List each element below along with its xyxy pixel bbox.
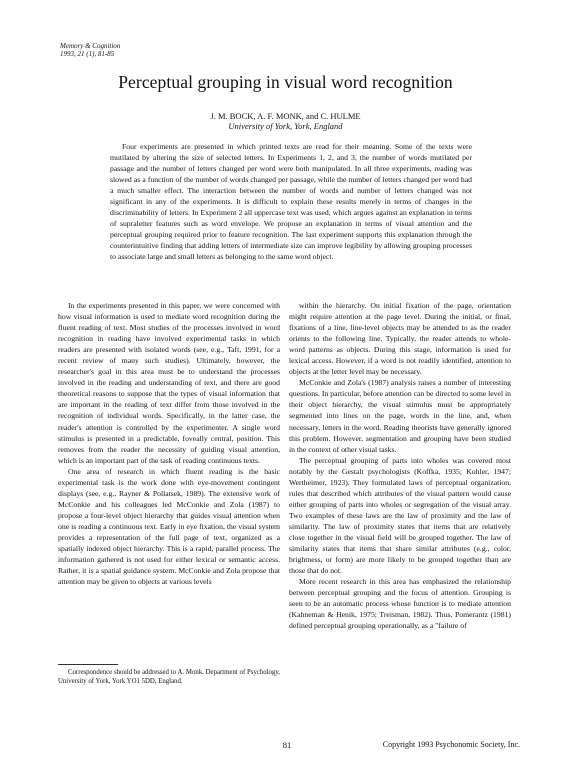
page-number: 81: [282, 740, 292, 750]
abstract-text: Four experiments are presented in which printed texts are read for their meaning. Some of the texts were mutilated by altering the size of selected letters. In Experiments 1, 2, and 3, the number of words mutilated per passage and the number of letters changed per word were both manipulated. In all three experiments, reading was slowed as a function of the number of words changed per passage, while the number of letters changed per word had a much smaller effect. The interaction between the number of words and number of letters changed was not significant in any of the experiments. It is difficult to explain these results merely in terms of changes in the discriminability of letters. In Experiment 2 all uppercase text was used, which argues against an explanation in terms of supraletter features such as word envelope. We propose an explanation in terms of visual attention and the perceptual grouping required prior to feature recognition. The last experiment supports this explanation through the counterintuitive finding that adding letters of intermediate size can improve legibility by allowing grouping processes to associate large and small letters as belonging to the same word object.: [110, 142, 472, 261]
journal-name: Memory & Cognition: [60, 42, 121, 50]
paragraph: The perceptual grouping of parts into wholes was covered most notably by the Gestalt psychologists (Koffka, 1935; Kohler, 1947; Wertheimer, 1923). They formulated laws of perceptual organization, rules that described which attributes of the visual pattern would cause either grouping of parts into wholes or segregation of the visual array. Two examples of these laws are the law of proximity and the law of similarity. The law of proximity states that items that are relatively close together in the visual field will be grouped together. The law of similarity states that items that share similar attributes (e.g., color, brightness, or form) are more likely to be grouped together than are those that do not.: [289, 455, 511, 576]
paper-title: Perceptual grouping in visual word recognition: [118, 72, 453, 92]
copyright-notice: Copyright 1993 Psychonomic Society, Inc.: [382, 740, 520, 749]
footnote-text: Correspondence should be addressed to A. Monk, Department of Psychology, University of York, York YO1 5DD, England.: [58, 669, 280, 685]
body-column-right: [289, 300, 511, 631]
paragraph: More recent research in this area has emphasized the relationship between perceptual grouping and the focus of attention. Grouping is seen to be an automatic process whose function is to mediate attention (Kahneman & Henik, 1975; Treisman, 1982). Thus, Pomerantz (1981) defined perceptual grouping operationally, as a "failure of: [289, 577, 511, 631]
journal-header: [60, 42, 120, 58]
journal-citation: 1993, 21 (1), 81-85: [60, 50, 115, 58]
paragraph: McConkie and Zola's (1987) analysis raises a number of interesting questions. In particular, before attention can be directed to some level in their object hierarchy, the visual stimulus must be appropriately segmented into lines on the page, words in the line, and, when necessary, letters in the word. Reading theorists have generally ignored this problem. However, segmentation and grouping have been studied in the context of other visual tasks.: [289, 378, 511, 454]
abstract: [110, 141, 472, 262]
footnote: [58, 668, 280, 686]
paragraph: One area of research in which fluent reading is the basic experimental task is the work done with eye-movement contingent displays (see, e.g., Rayner & Pollatsek, 1989). The extensive work of McConkie and his colleagues led McConkie and Zola (1987) to propose a four-level object hierarchy that guides visual attention when one is reading a continuous text. Early in eye fixation, the visual system provides a representation of the full page of text, organized as a spatially indexed object hierarchy. This is a rapid, parallel process. The information gathered is not used for either lexical or semantic access. Rather, it is a spatial guidance system. McConkie and Zola propose that attention may be given to objects at various levels: [58, 466, 280, 587]
affiliation: University of York, York, England: [228, 121, 343, 131]
paragraph: In the experiments presented in this paper, we were concerned with how visual information is used to mediate word recognition during the fluent reading of text. Most studies of the processes involved in word recognition in reading have involved experimental tasks in which readers are presented with isolated words (see, e.g., Taft, 1991, for a recent review of many such studies). Ultimately, however, the researcher's goal in this area must be to understand the processes involved in the reading and understanding of text, and there are good theoretical reasons to suppose that the types of visual information that are important in the reading of text differ from those involved in the recognition of individual words. Specifically, in the latter case, the reader's attention is controlled by the experimenter. A single word stimulus is presented in a predictable, foveally central, position. This removes from the reader the necessity of guiding visual attention, which is an important part of the task of reading continuous texts.: [58, 301, 280, 465]
authors: J. M. BOCK, A. F. MONK, and C. HULME: [210, 111, 361, 121]
footnote-divider: [58, 664, 118, 665]
body-column-left: [58, 300, 280, 587]
paragraph: within the hierarchy. On initial fixation of the page, orientation might require attention at the page level. During the initial, or final, fixations of a line, line-level objects may be attended to as the reader orients to the following line. Typically, the reader attends to whole-word patterns as objects. During this stage, information is used for lexical access. However, if a word is not readily identified, attention to objects at the letter level may be necessary.: [289, 301, 511, 377]
